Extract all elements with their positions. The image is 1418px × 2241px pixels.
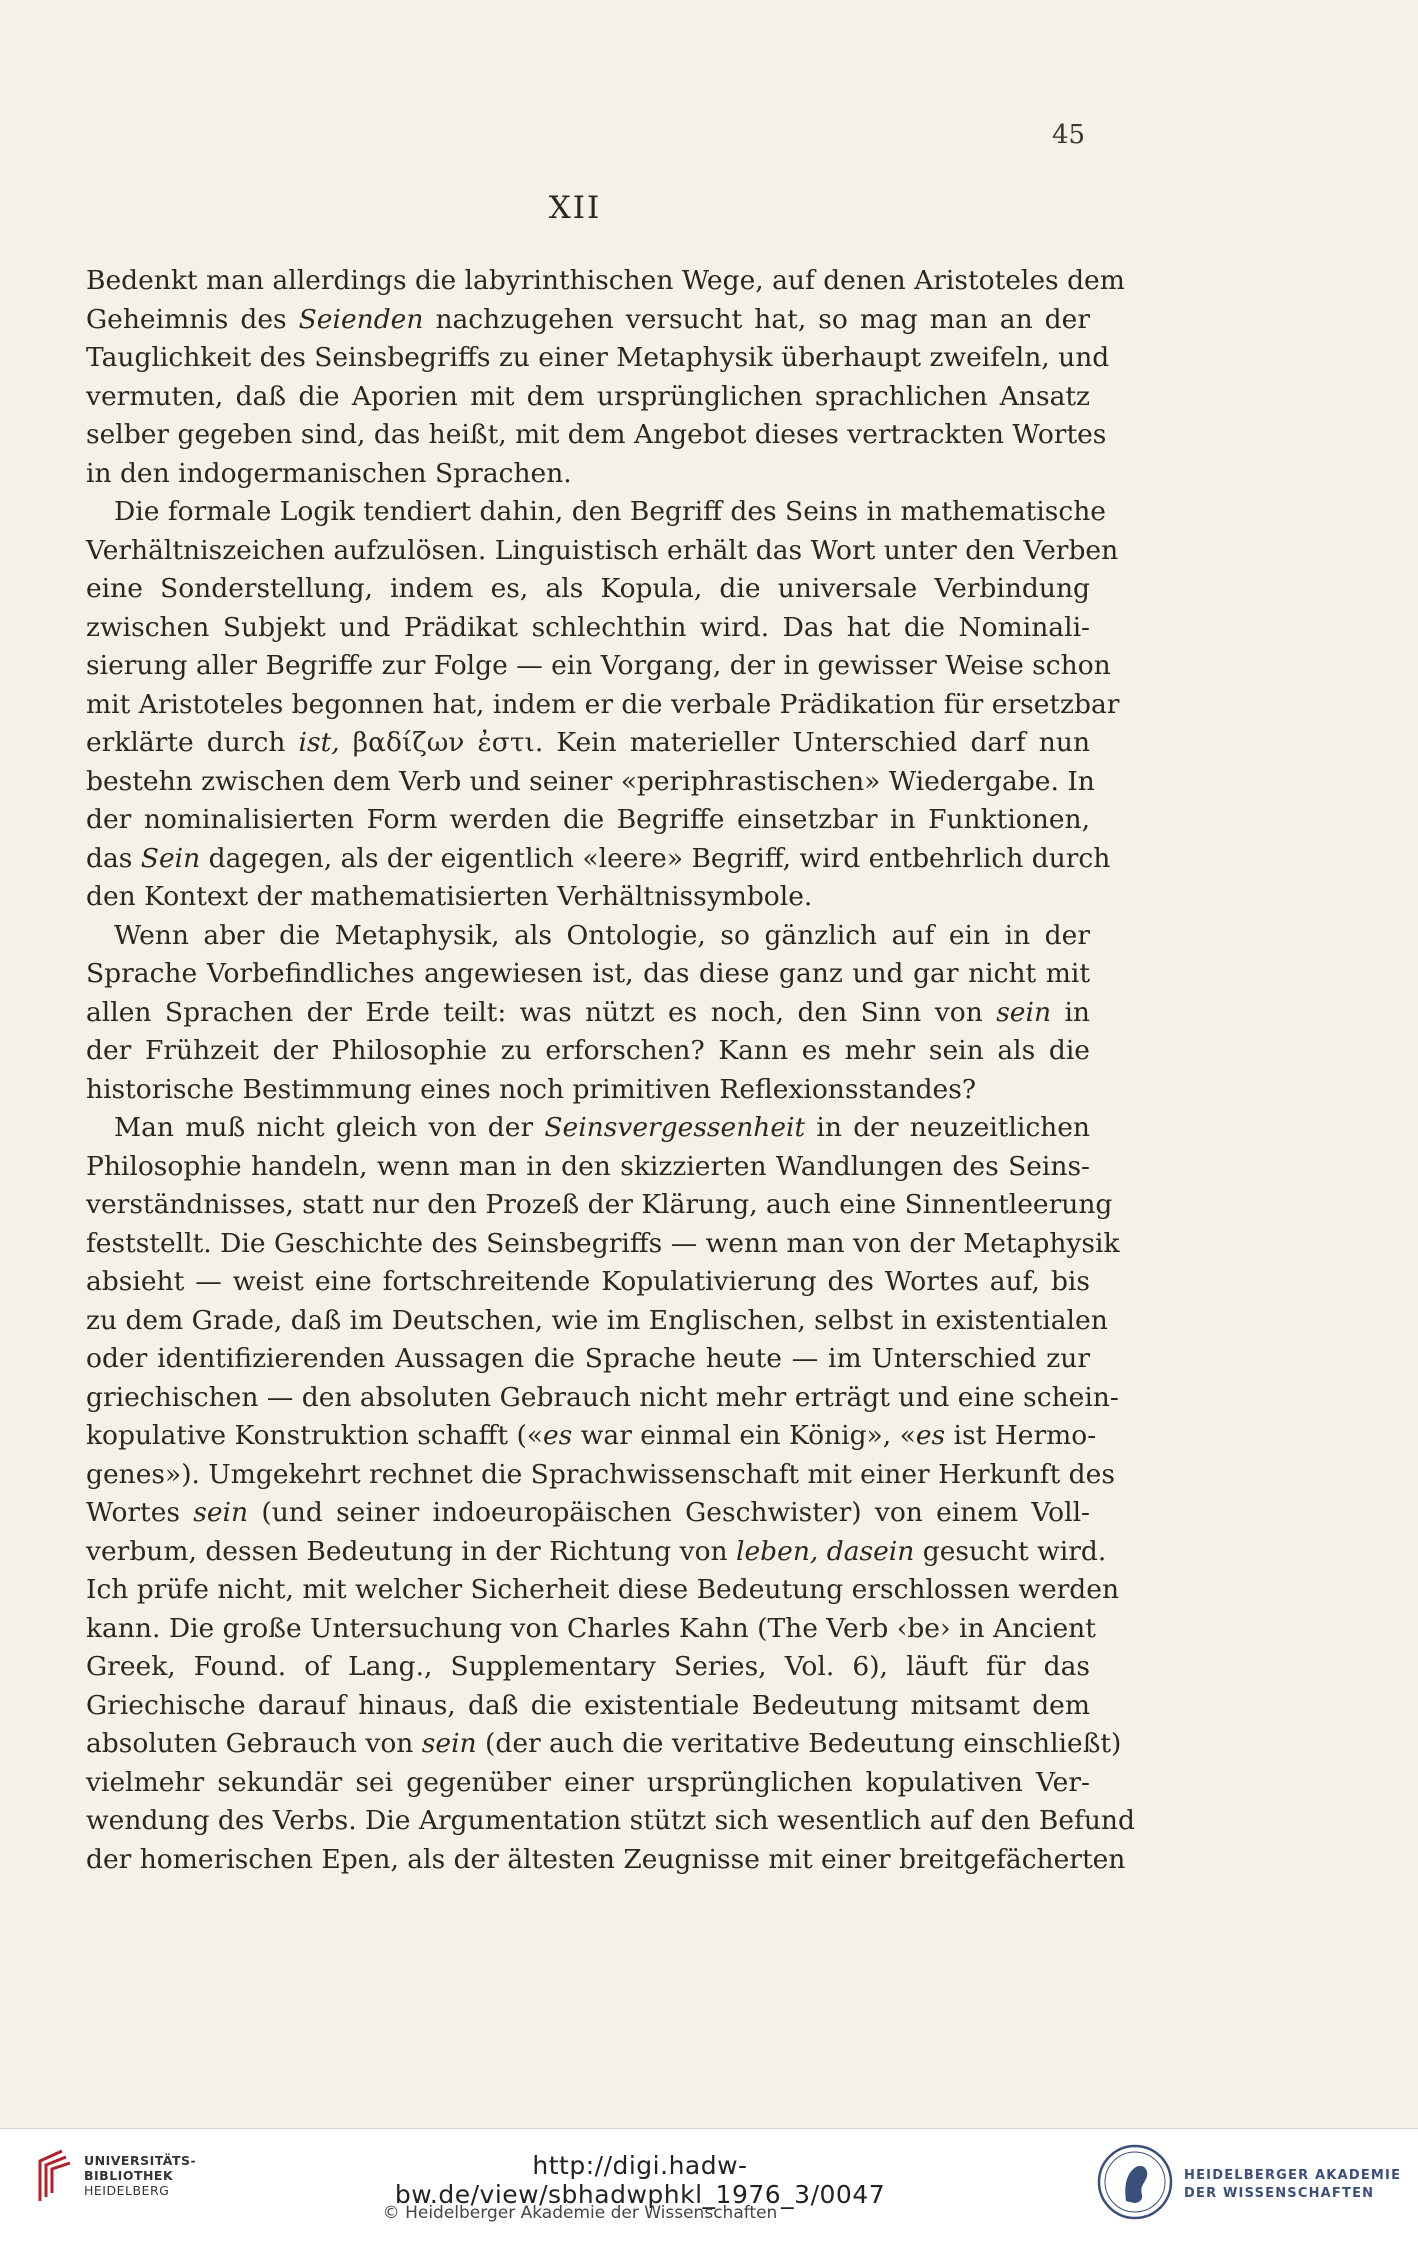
text-line: der homerischen Epen, als der ältesten Zeugnisse mit einer breitgefächerten bbox=[86, 1843, 1126, 1875]
text-line: vielmehr sekundär sei gegenüber einer ursprünglichen kopulativen Ver- bbox=[86, 1766, 1090, 1798]
text-line: kann. Die große Untersuchung von Charles Kahn (The Verb ‹be› in Ancient bbox=[86, 1612, 1096, 1644]
text-line: Die formale Logik tendiert dahin, den Begriff des Seins in mathematische bbox=[114, 496, 1106, 527]
text-line: genes»). Umgekehrt rechnet die Sprachwissenschaft mit einer Herkunft des bbox=[86, 1458, 1115, 1490]
academy-seal-icon bbox=[1096, 2143, 1174, 2221]
text-line: griechischen — den absoluten Gebrauch nicht mehr erträgt und eine schein- bbox=[86, 1381, 1119, 1413]
university-library-logo-icon bbox=[36, 2147, 76, 2207]
body-text bbox=[86, 262, 1135, 1879]
text-line: Philosophie handeln, wenn man in den skizzierten Wandlungen des Seins- bbox=[86, 1150, 1090, 1182]
text-line: Geheimnis des Seienden nachzugehen versucht hat, so mag man an der bbox=[86, 303, 1090, 335]
text-line: Greek, Found. of Lang., Supplementary Series, Vol. 6), läuft für das bbox=[86, 1651, 1090, 1682]
academy-name: HEIDELBERGER AKADEMIE DER WISSENSCHAFTEN bbox=[1184, 2168, 1402, 2201]
source-url-link[interactable]: http://digi.hadw-bw.de/view/sbhadwphkl_1976_3/0047 bbox=[394, 2151, 886, 2209]
text-line: verständnisses, statt nur den Prozeß der Klärung, auch eine Sinnentleerung bbox=[86, 1189, 1113, 1220]
text-line: kopulative Konstruktion schafft («es war einmal ein König», «es ist Hermo- bbox=[86, 1420, 1097, 1451]
copyright-notice: © Heidelberger Akademie der Wissenschaften bbox=[382, 2203, 778, 2223]
text-line: Wenn aber die Metaphysik, als Ontologie, so gänzlich auf ein in der bbox=[114, 919, 1090, 951]
text-line: zwischen Subjekt und Prädikat schlechthin wird. Das hat die Nominali- bbox=[86, 611, 1090, 643]
text-line: Tauglichkeit des Seinsbegriffs zu einer Metaphysik überhaupt zweifeln, und bbox=[86, 342, 1110, 373]
text-line: verbum, dessen Bedeutung in der Richtung von leben, dasein gesucht wird. bbox=[86, 1535, 1107, 1567]
text-line: Verhältniszeichen aufzulösen. Linguistisch erhält das Wort unter den Verben bbox=[86, 534, 1119, 566]
text-line: Man muß nicht gleich von der Seinsvergessenheit in der neuzeitlichen bbox=[114, 1112, 1090, 1143]
text-line: den Kontext der mathematisierten Verhältnissymbole. bbox=[86, 881, 813, 912]
text-line: selber gegeben sind, das heißt, mit dem Angebot dieses vertrackten Wortes bbox=[86, 419, 1107, 450]
text-line: das Sein dagegen, als der eigentlich «leere» Begriff, wird entbehrlich durch bbox=[86, 842, 1111, 874]
text-line: in den indogermanischen Sprachen. bbox=[86, 457, 572, 489]
text-line: der Frühzeit der Philosophie zu erforschen? Kann es mehr sein als die bbox=[86, 1035, 1090, 1066]
text-line: zu dem Grade, daß im Deutschen, wie im Englischen, selbst in existentialen bbox=[86, 1304, 1108, 1336]
text-line: Bedenkt man allerdings die labyrinthischen Wege, auf denen Aristoteles dem bbox=[86, 265, 1125, 296]
text-line: Wortes sein (und seiner indoeuropäischen Geschwister) von einem Voll- bbox=[86, 1497, 1090, 1528]
text-line: Griechische darauf hinaus, daß die existentiale Bedeutung mitsamt dem bbox=[86, 1689, 1090, 1721]
text-line: wendung des Verbs. Die Argumentation stützt sich wesentlich auf den Befund bbox=[86, 1805, 1135, 1836]
text-line: sierung aller Begriffe zur Folge — ein Vorgang, der in gewisser Weise schon bbox=[86, 650, 1111, 681]
text-line: mit Aristoteles begonnen hat, indem er die verbale Prädikation für ersetzbar bbox=[86, 688, 1120, 720]
footer-bar bbox=[0, 2128, 1418, 2241]
text-line: absieht — weist eine fortschreitende Kopulativierung des Wortes auf, bis bbox=[86, 1266, 1090, 1297]
text-line: absoluten Gebrauch von sein (der auch die veritative Bedeutung einschließt) bbox=[86, 1728, 1122, 1759]
text-line: oder identifizierenden Aussagen die Sprache heute — im Unterschied zur bbox=[86, 1343, 1090, 1374]
text-line: feststellt. Die Geschichte des Seinsbegriffs — wenn man von der Metaphysik bbox=[86, 1227, 1120, 1259]
text-line: historische Bestimmung eines noch primitiven Reflexionsstandes? bbox=[86, 1073, 977, 1105]
text-line: Ich prüfe nicht, mit welcher Sicherheit diese Bedeutung erschlossen werden bbox=[86, 1574, 1120, 1605]
university-library-name: UNIVERSITÄTS- BIBLIOTHEK HEIDELBERG bbox=[84, 2153, 197, 2198]
text-line: bestehn zwischen dem Verb und seiner «periphrastischen» Wiedergabe. In bbox=[86, 765, 1095, 797]
text-line: erklärte durch ist, βαδίζων ἐστι. Kein materieller Unterschied darf nun bbox=[86, 727, 1091, 758]
text-line: der nominalisierten Form werden die Begriffe einsetzbar in Funktionen, bbox=[86, 804, 1090, 835]
section-title: XII bbox=[548, 190, 602, 226]
text-line: vermuten, daß die Aporien mit dem ursprünglichen sprachlichen Ansatz bbox=[86, 380, 1090, 412]
text-line: eine Sonderstellung, indem es, als Kopula, die universale Verbindung bbox=[86, 573, 1090, 604]
text-line: allen Sprachen der Erde teilt: was nützt es noch, den Sinn von sein in bbox=[86, 996, 1090, 1028]
page-number: 45 bbox=[1052, 120, 1086, 150]
text-line: Sprache Vorbefindliches angewiesen ist, das diese ganz und gar nicht mit bbox=[86, 958, 1090, 989]
